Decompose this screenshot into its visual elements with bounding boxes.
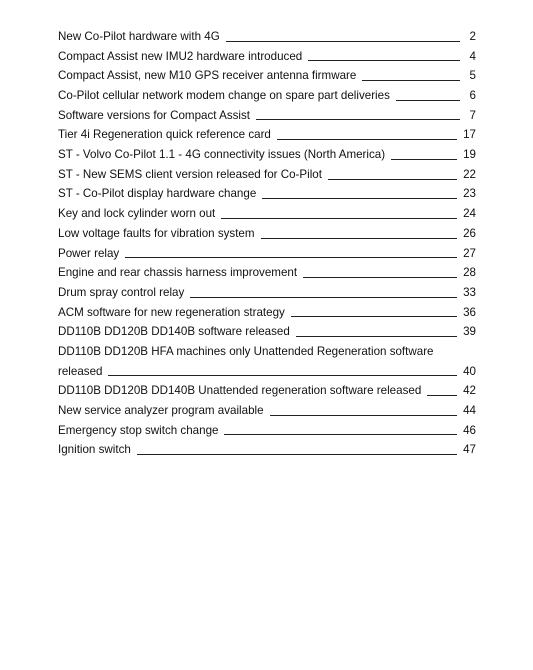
toc-entry[interactable] [58, 47, 476, 67]
toc-entry[interactable] [58, 440, 476, 460]
toc-entry[interactable] [58, 165, 476, 185]
toc-leader-line [277, 139, 457, 140]
toc-entry[interactable] [58, 145, 476, 165]
toc-entry-page: 40 [463, 364, 476, 378]
toc-entry-page: 26 [463, 226, 476, 240]
toc-entry-page: 17 [463, 128, 476, 142]
toc-entry-title-continuation: released [58, 364, 103, 378]
toc-leader-line [291, 316, 457, 317]
toc-entry-page: 33 [463, 285, 476, 299]
toc-entry-page: 42 [463, 384, 476, 398]
toc-entry-title: Ignition switch [58, 443, 131, 457]
toc-leader-line [226, 41, 460, 42]
toc-entry-page: 47 [463, 443, 476, 457]
toc-entry-title: ST - Co-Pilot display hardware change [58, 187, 257, 201]
toc-entry-title: New Co-Pilot hardware with 4G [58, 29, 220, 43]
toc-entry[interactable] [58, 401, 476, 421]
toc-entry-page: 27 [463, 246, 476, 260]
toc-entry-page: 7 [469, 108, 476, 122]
toc-entry-title: DD110B DD120B HFA machines only Unattended Regeneration software [58, 344, 434, 358]
toc-entry-title: New service analyzer program available [58, 404, 264, 418]
toc-entry-page: 4 [469, 49, 476, 63]
toc-entry-page: 2 [469, 29, 476, 43]
toc-entry-title: Software versions for Compact Assist [58, 108, 251, 122]
toc-entry-title: Low voltage faults for vibration system [58, 226, 255, 240]
toc-entry[interactable] [58, 421, 476, 441]
toc-entry-title: ST - Volvo Co-Pilot 1.1 - 4G connectivity issues (North America) [58, 148, 386, 162]
toc-entry[interactable] [58, 224, 476, 244]
toc-leader-line [362, 80, 460, 81]
toc-entry[interactable] [58, 185, 476, 205]
toc-leader-line [396, 100, 460, 101]
toc-entry-title: ACM software for new regeneration strategy [58, 305, 285, 319]
toc-leader-line [262, 198, 457, 199]
toc-leader-line [391, 159, 457, 160]
toc-entry[interactable] [58, 244, 476, 264]
toc-entry[interactable] [58, 66, 476, 86]
toc-entry-title: DD110B DD120B DD140B Unattended regeneration software released [58, 384, 422, 398]
table-of-contents [58, 27, 476, 460]
toc-entry[interactable] [58, 27, 476, 47]
toc-entry-page: 24 [463, 207, 476, 221]
toc-entry-page: 36 [463, 305, 476, 319]
toc-entry-title: DD110B DD120B DD140B software released [58, 325, 290, 339]
toc-entry[interactable] [58, 106, 476, 126]
toc-entry[interactable] [58, 381, 476, 401]
toc-entry-page: 39 [463, 325, 476, 339]
toc-entry-wrapped-first-line[interactable] [58, 342, 476, 362]
toc-leader-line [303, 277, 457, 278]
toc-entry-title: Drum spray control relay [58, 285, 185, 299]
toc-leader-line [270, 415, 458, 416]
toc-entry-title: Key and lock cylinder worn out [58, 207, 216, 221]
toc-leader-line [108, 375, 457, 376]
toc-entry[interactable] [58, 263, 476, 283]
toc-entry-title: Tier 4i Regeneration quick reference card [58, 128, 271, 142]
toc-entry-title: Compact Assist, new M10 GPS receiver antenna firmware [58, 69, 357, 83]
toc-entry-title: Engine and rear chassis harness improvement [58, 266, 298, 280]
toc-leader-line [224, 434, 457, 435]
toc-leader-line [256, 119, 460, 120]
toc-entry-title: Emergency stop switch change [58, 423, 219, 437]
toc-entry-page: 22 [463, 167, 476, 181]
toc-leader-line [308, 60, 460, 61]
toc-leader-line [190, 297, 457, 298]
toc-leader-line [296, 336, 457, 337]
toc-entry-page: 44 [463, 404, 476, 418]
toc-entry[interactable] [58, 125, 476, 145]
toc-entry-page: 46 [463, 423, 476, 437]
toc-entry[interactable] [58, 86, 476, 106]
toc-entry-title: Compact Assist new IMU2 hardware introduced [58, 49, 303, 63]
toc-entry-title: Co-Pilot cellular network modem change on spare part deliveries [58, 89, 390, 103]
toc-entry[interactable] [58, 204, 476, 224]
toc-leader-line [125, 257, 457, 258]
toc-leader-line [261, 238, 458, 239]
toc-entry-page: 23 [463, 187, 476, 201]
toc-leader-line [137, 454, 457, 455]
toc-entry-title: ST - New SEMS client version released for Co-Pilot [58, 167, 322, 181]
toc-leader-line [221, 218, 457, 219]
toc-entry-title: Power relay [58, 246, 120, 260]
toc-leader-line [328, 179, 457, 180]
toc-leader-line [427, 395, 457, 396]
toc-entry-page: 28 [463, 266, 476, 280]
toc-entry[interactable] [58, 303, 476, 323]
toc-entry-page: 19 [463, 148, 476, 162]
toc-entry-page: 5 [469, 69, 476, 83]
toc-entry[interactable] [58, 283, 476, 303]
toc-entry[interactable] [58, 322, 476, 342]
toc-entry-page: 6 [469, 89, 476, 103]
toc-entry-wrapped-second-line[interactable] [58, 362, 476, 382]
